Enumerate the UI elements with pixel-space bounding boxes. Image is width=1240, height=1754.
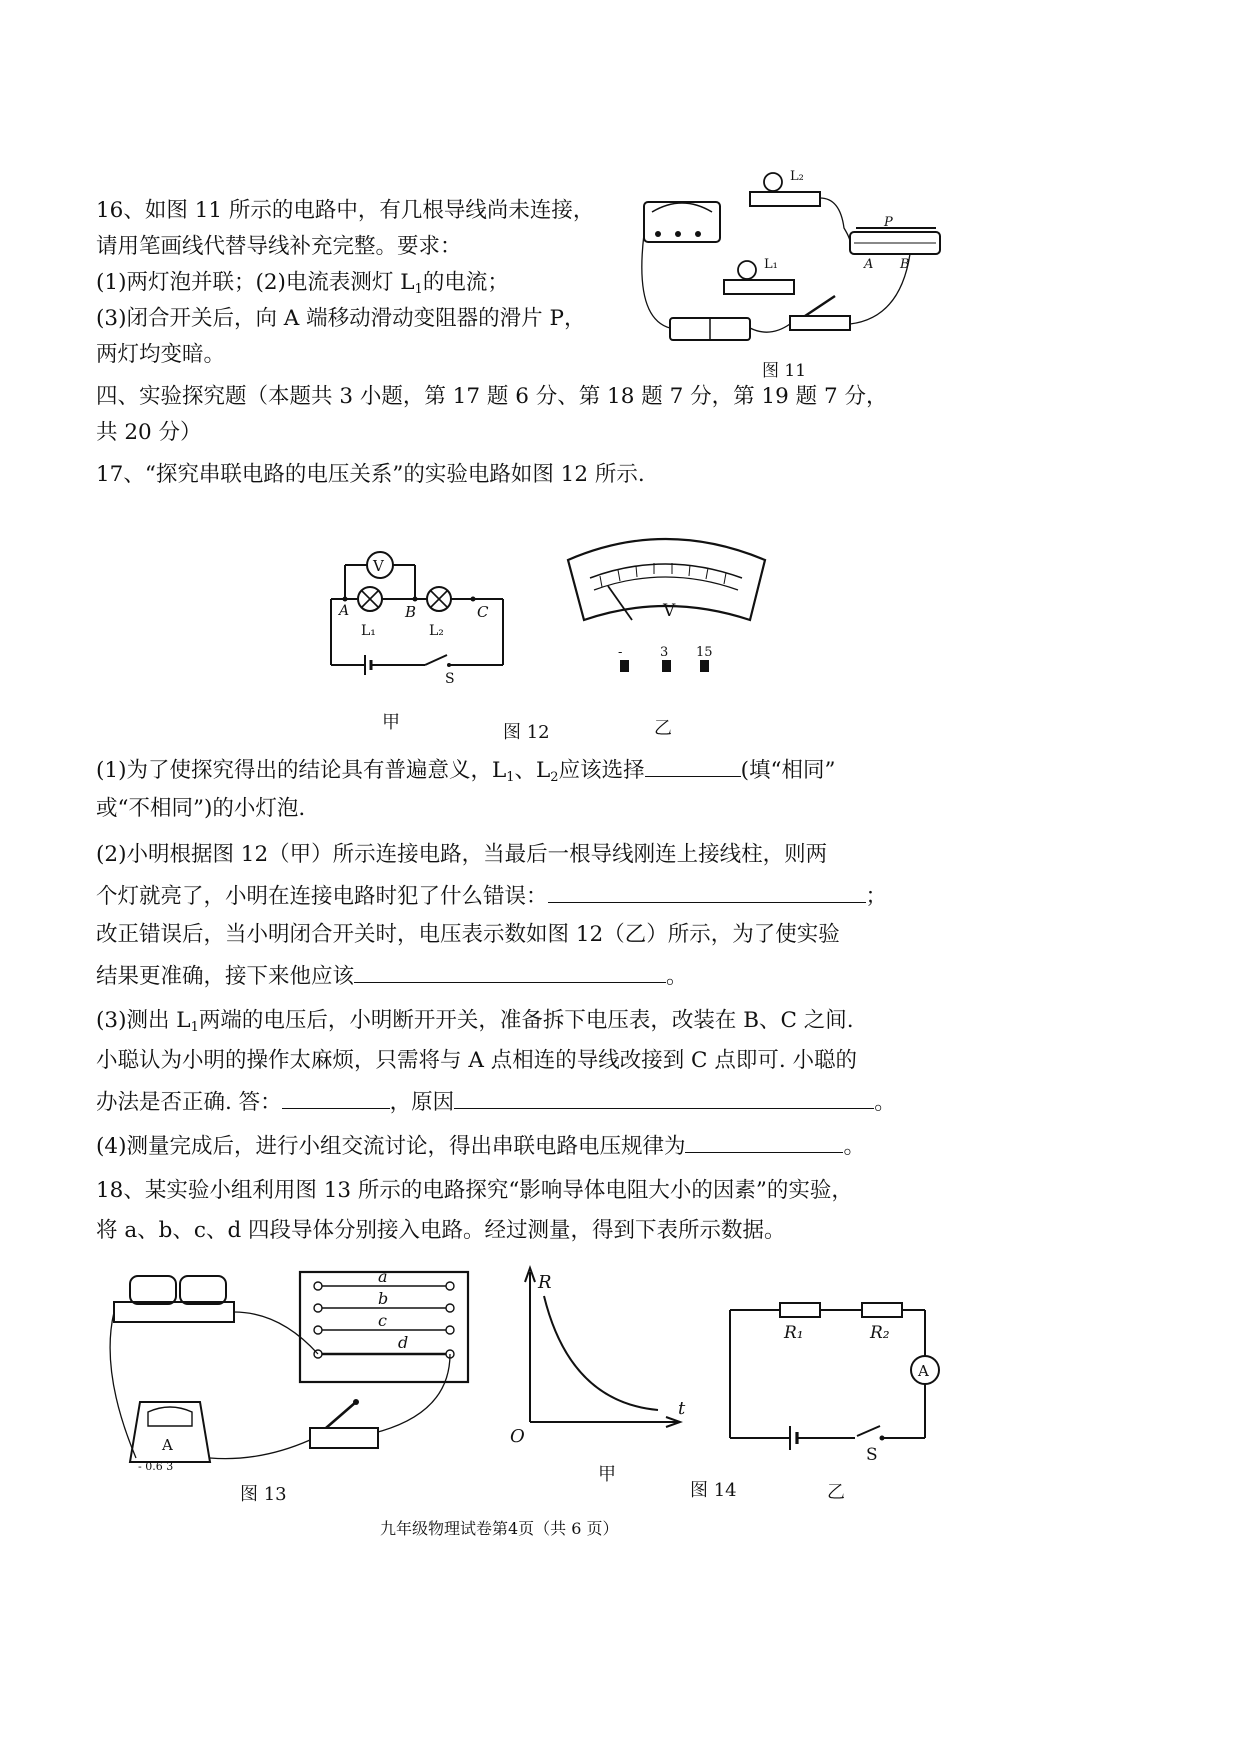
figure-12-circuit [325, 535, 515, 685]
q17-p4: (4)测量完成后，进行小组交流讨论，得出串联电路电压规律为 。 [96, 1130, 865, 1162]
figure-14-graph [510, 1262, 690, 1447]
fig12-label-c: C [477, 603, 489, 621]
fig12-left-label: 甲 [382, 712, 400, 733]
q17-p2-line1: (2)小明根据图 12（甲）所示连接电路，当最后一根导线刚连上接线柱，则两 [96, 842, 828, 867]
q17-p3-line1: (3)测出 $L_1$两端的电压后，小明断开开关，准备拆下电压表，改装在 B、C 之间. [96, 1008, 854, 1035]
fig12-label-l2: L₂ [429, 623, 444, 639]
q17-p1-line1: (1)为了使探究得出的结论具有普遍意义，$L_1$、$L_2$应该选择 (填“相同” [96, 754, 835, 793]
fig12-caption: 图 12 [503, 722, 550, 743]
fig14-graph-label: 甲 [598, 1464, 616, 1485]
fig11-label-l2: L₂ [790, 169, 804, 184]
fig12-label-b: B [405, 603, 417, 621]
fig12-needle [608, 586, 632, 620]
q16-line3: (1)两灯泡并联；(2)电流表测灯 $L_1$的电流； [96, 270, 509, 297]
fig14-label-r2: R₂ [870, 1323, 890, 1343]
fig12-label-a: A [339, 603, 350, 619]
fig13-label-b: b [378, 1289, 389, 1308]
fig11-lamp-l1 [724, 257, 794, 294]
fig13-board [300, 1267, 468, 1382]
fig14-y-axis-label: R [538, 1272, 552, 1293]
q17-p2-line4: 结果更准确，接下来他应该 。 [96, 960, 688, 992]
fig12-label-l1: L₁ [361, 623, 376, 639]
fig11-label-a: A [864, 257, 874, 272]
q17-p3-line3: 办法是否正确. 答： ，原因 。 [96, 1086, 896, 1118]
fig11-label-l1: L₁ [764, 257, 778, 272]
fig14-origin-label: O [510, 1426, 525, 1447]
q17-p3-line2: 小聪认为小明的操作太麻烦，只需将与 A 点相连的导线改接到 C 点即可. 小聪的 [96, 1048, 857, 1073]
fig12-right-label: 乙 [654, 718, 672, 739]
fig12-voltmeter-label: V [373, 557, 384, 575]
fig13-switch [310, 1399, 378, 1448]
q16-line4: (3)闭合开关后，向 A 端移动滑动变阻器的滑片 P， [96, 306, 586, 331]
q17-blank-3[interactable] [354, 960, 666, 983]
fig13-battery [114, 1276, 234, 1322]
fig14-caption: 图 14 [690, 1480, 737, 1501]
q16-line1: 16、如图 11 所示的电路中，有几根导线尚未连接， [96, 198, 595, 223]
figure-14-circuit [720, 1290, 940, 1460]
fig14-resistor-r2 [862, 1303, 902, 1317]
fig11-switch [790, 296, 850, 330]
fig12-terminal-minus: - [618, 645, 623, 660]
fig11-caption: 图 11 [762, 361, 807, 381]
q17-blank-2[interactable] [548, 880, 866, 903]
q17-p1-line2: 或“不相同”)的小灯泡. [96, 796, 306, 821]
page-footer: 九年级物理试卷第4页（共 6 页） [380, 1519, 619, 1538]
fig12-terminal-3: 3 [660, 645, 669, 660]
section4-line2: 共 20 分） [96, 420, 202, 445]
q17-p2-line3: 改正错误后，当小明闭合开关时，电压表示数如图 12（乙）所示，为了使实验 [96, 922, 840, 947]
q18-line1: 18、某实验小组利用图 13 所示的电路探究“影响导体电阻大小的因素”的实验， [96, 1178, 853, 1203]
fig13-meter-label: A [162, 1436, 173, 1454]
fig13-label-a: a [378, 1267, 388, 1286]
fig12-label-s: S [445, 671, 455, 685]
fig14-label-r1: R₁ [784, 1323, 804, 1343]
q17-blank-1[interactable] [645, 754, 741, 777]
fig11-lamp-l2 [750, 169, 820, 206]
q17-p2-line2: 个灯就亮了，小明在连接电路时犯了什么错误： ； [96, 880, 887, 912]
figure-12-voltmeter [560, 530, 775, 675]
fig11-rheostat [850, 215, 940, 272]
fig14-ammeter-label: A [918, 1362, 929, 1380]
q17-blank-5[interactable] [454, 1086, 874, 1109]
fig11-label-b: B [900, 257, 910, 272]
fig13-meter-scale: - 0.6 3 [138, 1460, 174, 1473]
q17-stem: 17、“探究串联电路的电压关系”的实验电路如图 12 所示. [96, 462, 645, 487]
section4-line1: 四、实验探究题（本题共 3 小题，第 17 题 6 分、第 18 题 7 分，第 19 题 7 分， [96, 384, 888, 409]
q17-blank-4[interactable] [282, 1086, 390, 1109]
fig11-ammeter [644, 202, 720, 242]
fig13-label-d: d [398, 1333, 409, 1352]
fig14-switch [857, 1426, 880, 1436]
fig13-label-c: c [378, 1311, 387, 1330]
fig11-battery [670, 318, 750, 340]
fig13-ammeter [130, 1402, 210, 1473]
q17-blank-6[interactable] [685, 1130, 843, 1153]
fig12-terminal-15: 15 [696, 645, 713, 660]
figure-11 [640, 168, 960, 383]
q18-line2: 将 a、b、c、d 四段导体分别接入电路。经过测量，得到下表所示数据。 [96, 1218, 786, 1243]
q16-line5: 两灯均变暗。 [96, 342, 226, 367]
figure-13 [100, 1262, 480, 1477]
fig14-circuit-label: 乙 [827, 1482, 845, 1503]
fig12-switch [425, 655, 447, 665]
fig11-label-p: P [884, 215, 893, 230]
fig14-resistor-r1 [780, 1303, 820, 1317]
q16-line2: 请用笔画线代替导线补充完整。要求： [96, 234, 462, 259]
fig14-x-axis-label: t [678, 1398, 686, 1419]
fig14-label-s: S [866, 1445, 878, 1460]
fig12-meter-label: V [663, 601, 676, 621]
fig13-caption: 图 13 [240, 1484, 287, 1505]
